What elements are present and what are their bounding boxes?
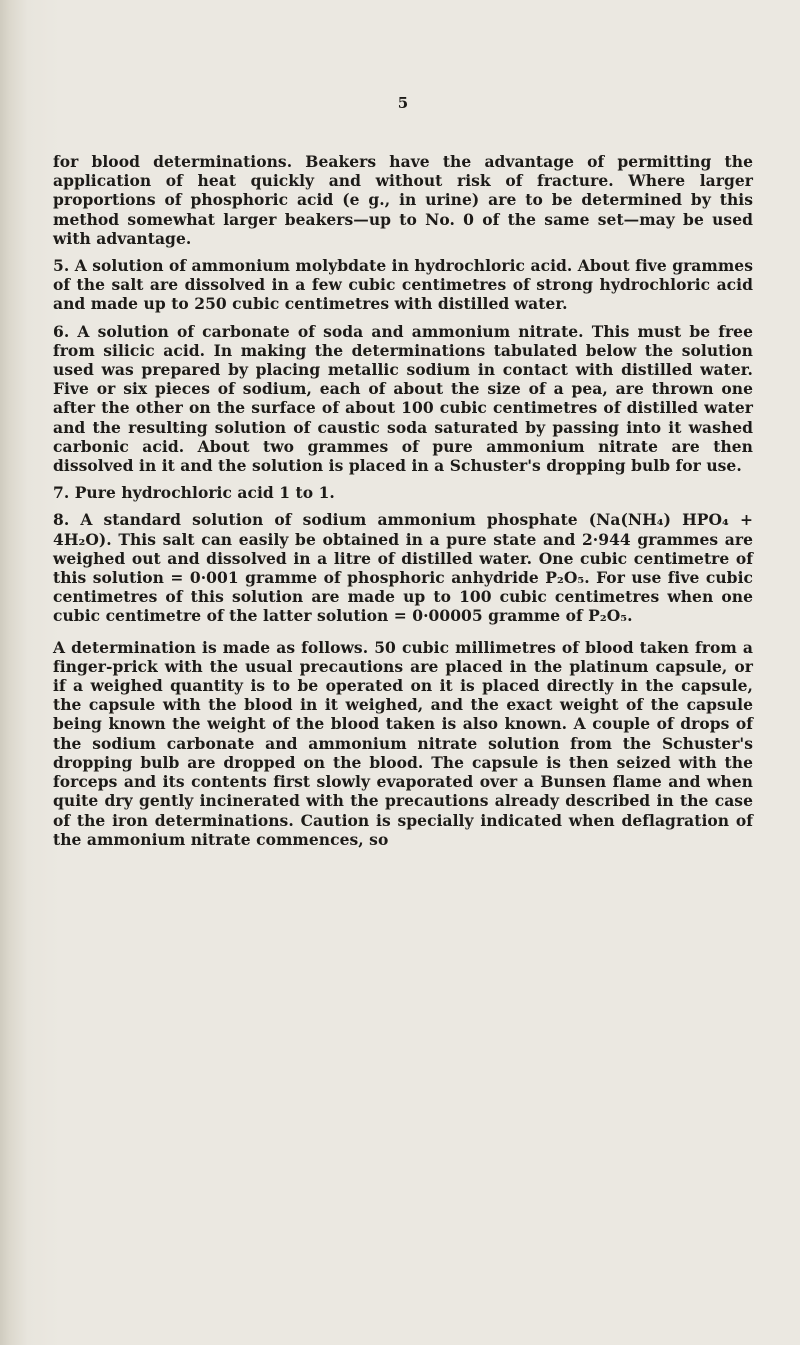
paragraph-beakers: for blood determinations. Beakers have the advantage of permitting the application of heat quickly and without risk of fracture. Where larger proportions of phosphoric acid (e g., in urine) are to be determined by this method somewhat larger beakers—up to No. 0 of the same set—may be used with advantage. — [53, 152, 753, 248]
paragraph-item-5: 5. A solution of ammonium molybdate in hydrochloric acid. About five grammes of the salt are dissolved in a few cubic centimetres of strong hydrochloric acid and made up to 250 cubic centimetres with distilled water. — [53, 256, 753, 314]
page-text-body — [53, 152, 753, 849]
paragraph-item-8: 8. A standard solution of sodium ammonium phosphate (Na(NH₄) HPO₄ + 4H₂O). This salt can easily be obtained in a pure state and 2·944 grammes are weighed out and dissolved in a litre of distilled water. One cubic centimetre of this solution = 0·001 gramme of phosphoric anhydride P₂O₅. For use five cubic centimetres of this solution are made up to 100 cubic centimetres when one cubic centimetre of the latter solution = 0·00005 gramme of P₂O₅. — [53, 510, 753, 626]
paragraph-item-6: 6. A solution of carbonate of soda and ammonium nitrate. This must be free from silicic acid. In making the determinations tabulated below the solution used was prepared by placing metallic sodium in contact with distilled water. Five or six pieces of sodium, each of about the size of a pea, are thrown one after the other on the surface of about 100 cubic centimetres of distilled water and the resulting solution of caustic soda saturated by passing into it washed carbonic acid. About two grammes of pure ammonium nitrate are then dissolved in it and the solution is placed in a Schuster's dropping bulb for use. — [53, 321, 753, 476]
paragraph-determination: A determination is made as follows. 50 cubic millimetres of blood taken from a finger-prick with the usual precautions are placed in the platinum capsule, or if a weighed quantity is to be operated on it is placed directly in the capsule, the capsule with the blood in it weighed, and the exact weight of the capsule being known the weight of the blood taken is also known. A couple of drops of the sodium carbonate and ammonium nitrate solution from the Schuster's dropping bulb are dropped on the blood. The capsule is then seized with the forceps and its contents first slowly evaporated over a Bunsen flame and when quite dry gently incinerated with the precautions already described in the case of the iron determinations. Caution is specially indicated when deflagration of the ammonium nitrate commences, so — [53, 637, 753, 849]
page-number: 5 — [397, 94, 409, 112]
paragraph-item-7: 7. Pure hydrochloric acid 1 to 1. — [53, 483, 335, 503]
